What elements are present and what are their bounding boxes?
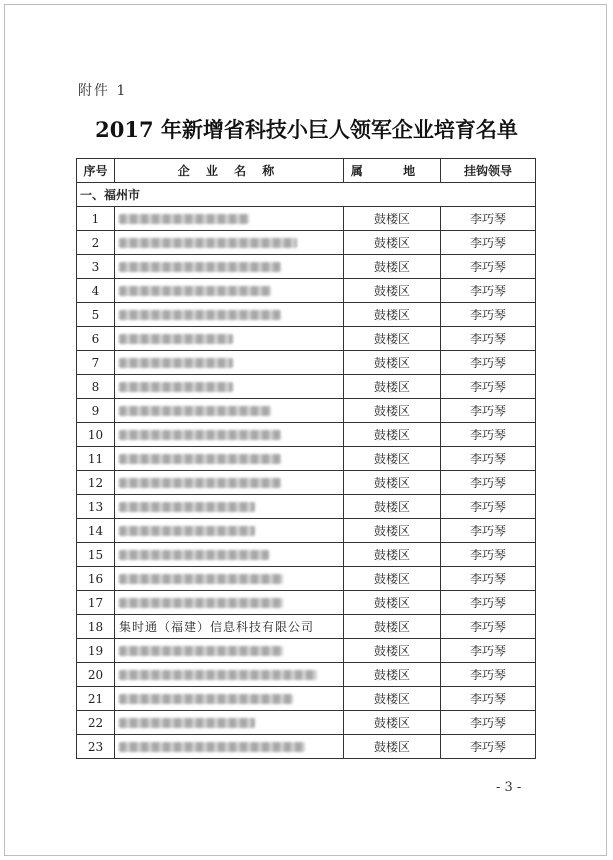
header-district: 属 地 bbox=[344, 159, 441, 183]
redacted-name bbox=[119, 238, 297, 248]
redacted-name bbox=[119, 334, 233, 344]
row-leader: 李巧琴 bbox=[441, 471, 536, 495]
redacted-name bbox=[119, 502, 255, 512]
row-leader: 李巧琴 bbox=[441, 447, 536, 471]
row-leader: 李巧琴 bbox=[441, 207, 536, 231]
row-serial: 6 bbox=[77, 327, 115, 351]
table-row bbox=[77, 231, 536, 255]
redacted-name bbox=[119, 574, 283, 584]
row-company-name bbox=[115, 279, 344, 303]
row-leader: 李巧琴 bbox=[441, 543, 536, 567]
table-row bbox=[77, 639, 536, 663]
redacted-name bbox=[119, 478, 281, 488]
table-row bbox=[77, 591, 536, 615]
row-serial: 20 bbox=[77, 663, 115, 687]
row-company-name bbox=[115, 231, 344, 255]
row-leader: 李巧琴 bbox=[441, 519, 536, 543]
row-leader: 李巧琴 bbox=[441, 399, 536, 423]
row-company-name bbox=[115, 567, 344, 591]
row-district: 鼓楼区 bbox=[344, 279, 441, 303]
table-row bbox=[77, 735, 536, 759]
table-row bbox=[77, 255, 536, 279]
row-serial: 22 bbox=[77, 711, 115, 735]
row-district: 鼓楼区 bbox=[344, 567, 441, 591]
row-serial: 13 bbox=[77, 495, 115, 519]
row-leader: 李巧琴 bbox=[441, 663, 536, 687]
row-serial: 9 bbox=[77, 399, 115, 423]
row-serial: 15 bbox=[77, 543, 115, 567]
redacted-name bbox=[119, 406, 271, 416]
table-row bbox=[77, 207, 536, 231]
header-leader: 挂钩领导 bbox=[441, 159, 536, 183]
row-leader: 李巧琴 bbox=[441, 255, 536, 279]
redacted-name bbox=[119, 526, 255, 536]
row-company-name bbox=[115, 591, 344, 615]
attachment-label: 附件 1 bbox=[78, 83, 128, 99]
row-company-name bbox=[115, 663, 344, 687]
row-district: 鼓楼区 bbox=[344, 735, 441, 759]
row-district: 鼓楼区 bbox=[344, 447, 441, 471]
table-row bbox=[77, 687, 536, 711]
redacted-name bbox=[119, 598, 283, 608]
document-title: 2017 年新增省科技小巨人领军企业培育名单 bbox=[95, 117, 518, 142]
row-leader: 李巧琴 bbox=[441, 639, 536, 663]
row-company-name bbox=[115, 447, 344, 471]
header-company-name: 企 业 名 称 bbox=[115, 159, 344, 183]
row-district: 鼓楼区 bbox=[344, 255, 441, 279]
row-district: 鼓楼区 bbox=[344, 615, 441, 639]
table-row bbox=[77, 423, 536, 447]
row-leader: 李巧琴 bbox=[441, 231, 536, 255]
table-row bbox=[77, 495, 536, 519]
row-district: 鼓楼区 bbox=[344, 351, 441, 375]
page-number: - 3 - bbox=[496, 780, 522, 795]
row-serial: 17 bbox=[77, 591, 115, 615]
row-leader: 李巧琴 bbox=[441, 711, 536, 735]
row-district: 鼓楼区 bbox=[344, 519, 441, 543]
row-serial: 3 bbox=[77, 255, 115, 279]
row-district: 鼓楼区 bbox=[344, 327, 441, 351]
section-label: 一、福州市 bbox=[77, 183, 536, 207]
table-row bbox=[77, 399, 536, 423]
redacted-name bbox=[119, 742, 305, 752]
row-district: 鼓楼区 bbox=[344, 399, 441, 423]
redacted-name bbox=[119, 550, 269, 560]
row-serial: 21 bbox=[77, 687, 115, 711]
row-district: 鼓楼区 bbox=[344, 639, 441, 663]
row-serial: 7 bbox=[77, 351, 115, 375]
table-row bbox=[77, 327, 536, 351]
row-district: 鼓楼区 bbox=[344, 375, 441, 399]
row-district: 鼓楼区 bbox=[344, 471, 441, 495]
row-leader: 李巧琴 bbox=[441, 279, 536, 303]
row-company-name bbox=[115, 639, 344, 663]
table-row bbox=[77, 351, 536, 375]
row-serial: 14 bbox=[77, 519, 115, 543]
redacted-name bbox=[119, 214, 249, 224]
redacted-name bbox=[119, 286, 271, 296]
row-leader: 李巧琴 bbox=[441, 327, 536, 351]
row-company-name bbox=[115, 735, 344, 759]
row-company-name bbox=[115, 399, 344, 423]
row-district: 鼓楼区 bbox=[344, 711, 441, 735]
redacted-name bbox=[119, 430, 281, 440]
row-leader: 李巧琴 bbox=[441, 615, 536, 639]
row-district: 鼓楼区 bbox=[344, 423, 441, 447]
row-company-name bbox=[115, 207, 344, 231]
row-leader: 李巧琴 bbox=[441, 735, 536, 759]
row-company-name bbox=[115, 495, 344, 519]
row-leader: 李巧琴 bbox=[441, 687, 536, 711]
redacted-name bbox=[119, 670, 317, 680]
row-serial: 10 bbox=[77, 423, 115, 447]
row-company-name bbox=[115, 711, 344, 735]
table-row bbox=[77, 543, 536, 567]
row-district: 鼓楼区 bbox=[344, 495, 441, 519]
row-company-name bbox=[115, 543, 344, 567]
row-leader: 李巧琴 bbox=[441, 567, 536, 591]
table-row bbox=[77, 519, 536, 543]
row-company-name bbox=[115, 423, 344, 447]
row-serial: 4 bbox=[77, 279, 115, 303]
table-row bbox=[77, 471, 536, 495]
row-company-name bbox=[115, 351, 344, 375]
redacted-name bbox=[119, 262, 281, 272]
table-row bbox=[77, 663, 536, 687]
table-header-row bbox=[77, 159, 536, 183]
redacted-name bbox=[119, 382, 233, 392]
row-district: 鼓楼区 bbox=[344, 591, 441, 615]
redacted-name bbox=[119, 718, 255, 728]
row-serial: 2 bbox=[77, 231, 115, 255]
row-leader: 李巧琴 bbox=[441, 351, 536, 375]
row-serial: 5 bbox=[77, 303, 115, 327]
table-row bbox=[77, 615, 536, 639]
section-row bbox=[77, 183, 536, 207]
row-company-name bbox=[115, 615, 344, 639]
row-serial: 8 bbox=[77, 375, 115, 399]
row-district: 鼓楼区 bbox=[344, 231, 441, 255]
row-serial: 16 bbox=[77, 567, 115, 591]
table-row bbox=[77, 567, 536, 591]
row-company-name bbox=[115, 303, 344, 327]
row-leader: 李巧琴 bbox=[441, 591, 536, 615]
redacted-name bbox=[119, 694, 293, 704]
row-leader: 李巧琴 bbox=[441, 375, 536, 399]
row-company-name bbox=[115, 255, 344, 279]
redacted-name bbox=[119, 454, 281, 464]
redacted-name bbox=[119, 310, 281, 320]
redacted-name bbox=[119, 646, 283, 656]
row-serial: 1 bbox=[77, 207, 115, 231]
row-leader: 李巧琴 bbox=[441, 423, 536, 447]
row-company-name bbox=[115, 327, 344, 351]
row-district: 鼓楼区 bbox=[344, 303, 441, 327]
header-serial: 序号 bbox=[77, 159, 115, 183]
redacted-name bbox=[119, 358, 233, 368]
row-serial: 19 bbox=[77, 639, 115, 663]
table-row bbox=[77, 711, 536, 735]
company-name-text: 集时通（福建）信息科技有限公司 bbox=[119, 620, 315, 634]
row-district: 鼓楼区 bbox=[344, 543, 441, 567]
row-district: 鼓楼区 bbox=[344, 687, 441, 711]
row-serial: 12 bbox=[77, 471, 115, 495]
table-row bbox=[77, 303, 536, 327]
row-leader: 李巧琴 bbox=[441, 303, 536, 327]
enterprise-list-table bbox=[76, 158, 536, 759]
table-row bbox=[77, 447, 536, 471]
row-serial: 11 bbox=[77, 447, 115, 471]
row-company-name bbox=[115, 687, 344, 711]
row-company-name bbox=[115, 519, 344, 543]
row-serial: 23 bbox=[77, 735, 115, 759]
row-serial: 18 bbox=[77, 615, 115, 639]
row-company-name bbox=[115, 471, 344, 495]
row-leader: 李巧琴 bbox=[441, 495, 536, 519]
row-district: 鼓楼区 bbox=[344, 663, 441, 687]
table-row bbox=[77, 375, 536, 399]
row-company-name bbox=[115, 375, 344, 399]
row-district: 鼓楼区 bbox=[344, 207, 441, 231]
table-row bbox=[77, 279, 536, 303]
